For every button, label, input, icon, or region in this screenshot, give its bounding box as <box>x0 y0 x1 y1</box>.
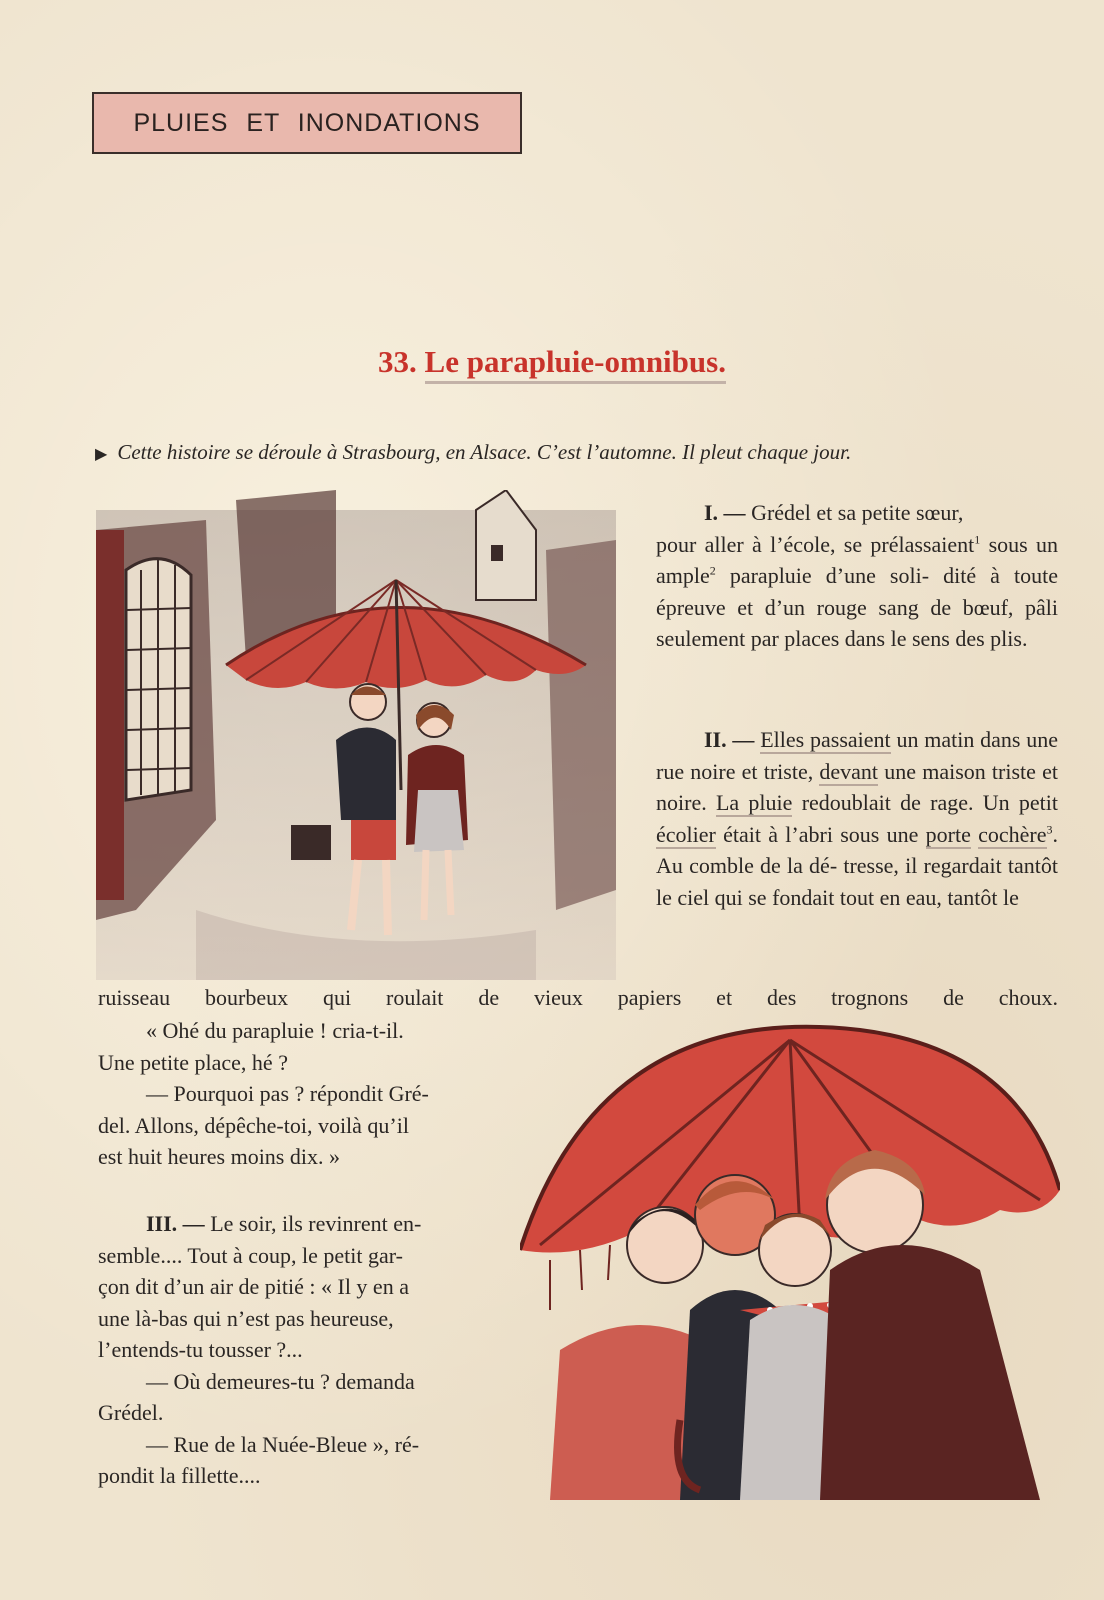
footnote-ref: 1 <box>974 532 981 547</box>
section-header-text: PLUIES ET INONDATIONS <box>133 108 481 137</box>
dialogue-line: Une petite place, hé ? <box>98 1049 288 1075</box>
part3-line: Le soir, ils revinrent en- <box>210 1211 422 1236</box>
part2-text: cochère <box>978 821 1047 847</box>
part3-line: çon dit d’un air de pitié : « Il y en a <box>98 1274 409 1299</box>
part3-line: — Rue de la Nuée-Bleue », ré- <box>146 1431 420 1457</box>
section-header <box>92 92 522 154</box>
part2-text: La pluie <box>715 790 793 815</box>
part1-paragraph <box>656 497 1058 655</box>
intro-text: Cette histoire se déroule à Strasbourg, en Alsace. C’est l’automne. Il pleut chaque jour. <box>117 440 852 464</box>
part1-line: places dans le sens des plis. <box>784 626 1028 651</box>
intro <box>95 440 1055 465</box>
part2-text: redoublait de rage. Un petit <box>801 790 1059 815</box>
part2-continuation <box>98 982 1058 1014</box>
lesson-title <box>0 344 1104 380</box>
dialogue-line: « Ohé du parapluie ! cria-t-il. <box>146 1018 404 1043</box>
bullet-triangle-icon: ▶ <box>95 446 108 463</box>
part2-text: ruisseau bourbeux qui roulait de vieux papiers et des trognons de choux. <box>98 985 1058 1010</box>
part2-text: écolier <box>656 821 716 847</box>
street-umbrella-illustration <box>96 490 616 980</box>
part1-line: sous un ample <box>656 531 1058 588</box>
part3-line: Grédel. <box>98 1400 164 1425</box>
part3-line: pondit la fillette.... <box>98 1463 261 1488</box>
part2-text: un matin dans une rue noire et triste, <box>656 727 1059 784</box>
part2-text: porte <box>925 821 971 847</box>
part1-label: I. — <box>704 500 746 525</box>
dialogue-line: — Pourquoi pas ? répondit Gré- <box>146 1081 429 1106</box>
part2-paragraph <box>656 724 1058 913</box>
part1-line: Grédel et sa petite sœur, <box>751 500 964 525</box>
children-umbrella-illustration <box>520 1020 1060 1500</box>
footnote-ref: 2 <box>709 563 716 578</box>
part1-line: parapluie d’une soli- <box>729 563 930 588</box>
part1-line: dité à toute épreuve et d’un rouge <box>656 563 1059 620</box>
part3-line: semble.... Tout à coup, le petit gar- <box>98 1242 403 1268</box>
lesson-title-text: Le parapluie-omnibus. <box>425 344 726 384</box>
part2-text: tresse, il regardait tantôt le ciel qui <box>656 853 1059 910</box>
part3-paragraph <box>98 1208 505 1492</box>
part2-text: se fondait tout en eau, tantôt le <box>748 884 1019 910</box>
part3-line: une là-bas qui n’est pas heureuse, <box>98 1305 394 1331</box>
part1-line: pour aller à l’école, se prélassaient <box>656 531 975 557</box>
part2-text: . Au comble de la dé- <box>656 821 1059 878</box>
part2-text: une maison triste et noire. <box>656 758 1058 815</box>
dialogue-line: est huit heures moins dix. » <box>98 1144 340 1169</box>
dialogue1-paragraph <box>98 1015 505 1173</box>
part1-line: sang de bœuf, pâli seulement par <box>656 594 1059 651</box>
part3-label: III. — <box>146 1211 205 1236</box>
part2-text: devant <box>819 758 879 784</box>
part2-text: Elles passaient <box>760 727 891 752</box>
part3-line: — Où demeures-tu ? demanda <box>146 1368 415 1394</box>
lesson-number: 33. <box>378 344 417 379</box>
part3-line: l’entends-tu tousser ?... <box>98 1337 303 1362</box>
part2-label: II. — <box>704 727 755 752</box>
footnote-ref: 3 <box>1046 822 1053 837</box>
dialogue-line: del. Allons, dépêche-toi, voilà qu’il <box>98 1112 409 1138</box>
part2-text: était à l’abri sous une <box>723 821 919 847</box>
